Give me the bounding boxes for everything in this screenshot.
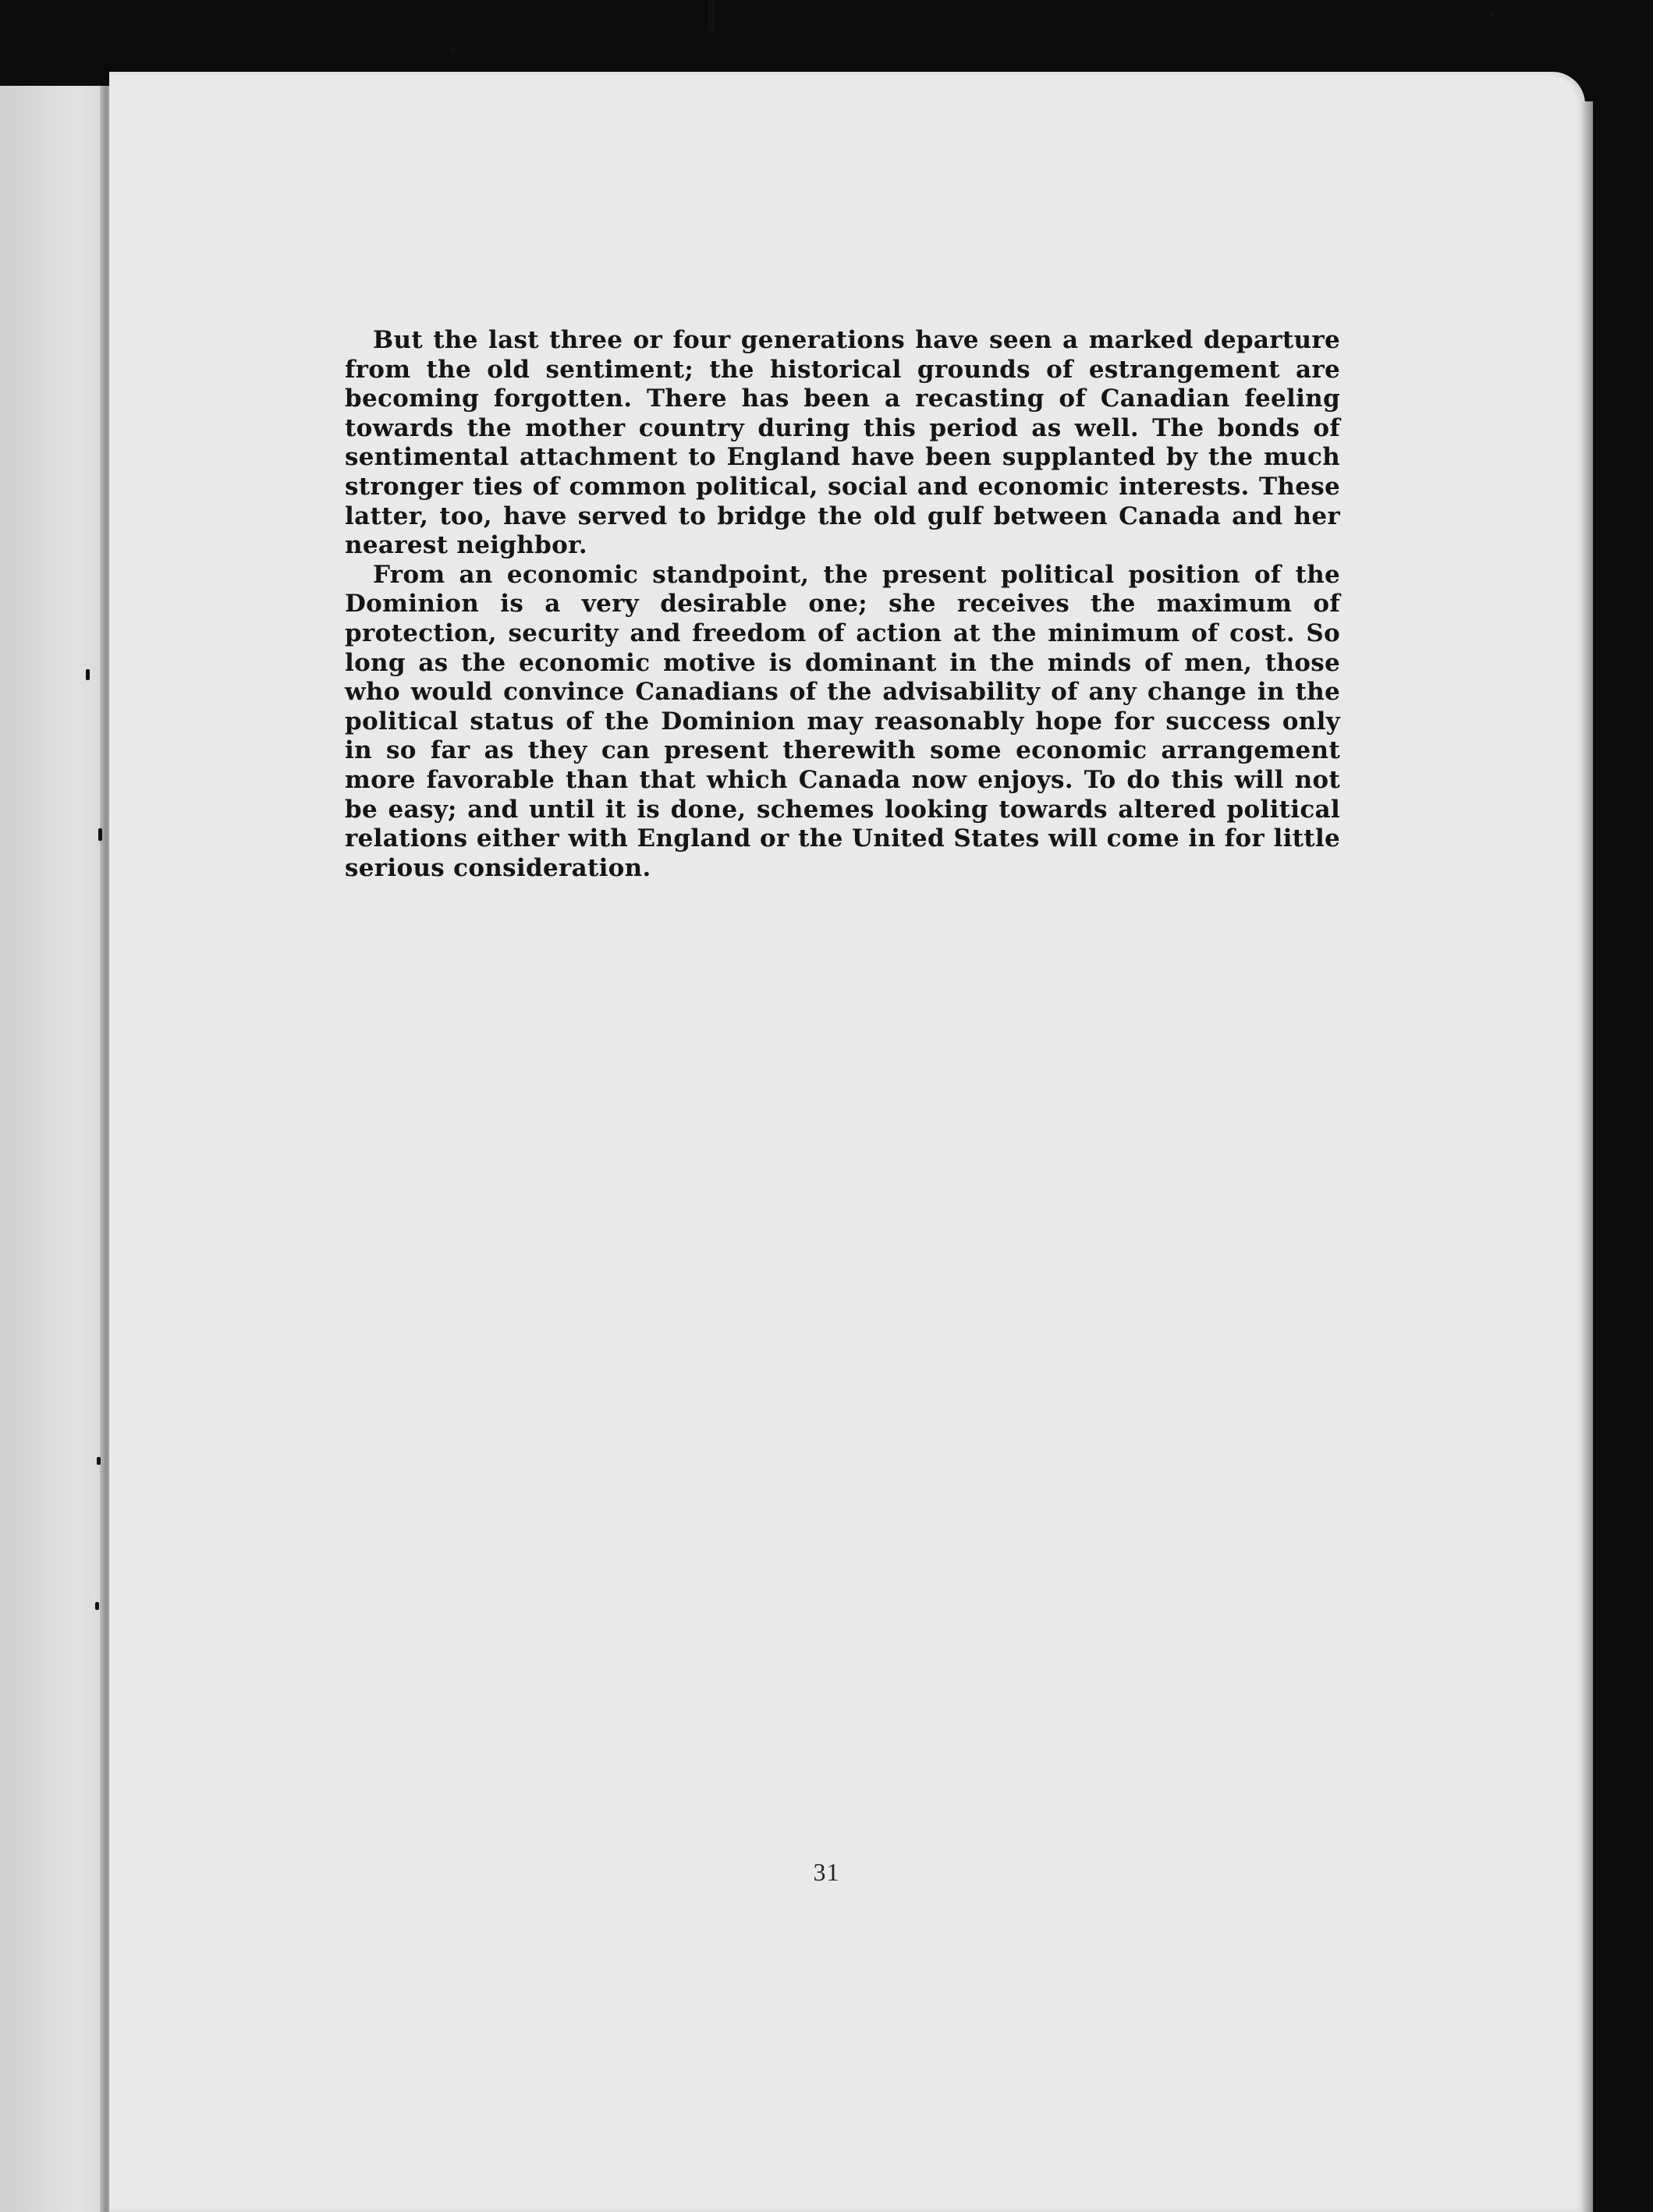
- body-text: [345, 326, 1340, 883]
- page-number: 31: [813, 1858, 840, 1886]
- scan-speck: [97, 1457, 101, 1465]
- scan-speck: [95, 1602, 99, 1610]
- paragraph-2: From an economic standpoint, the present political position of the Dominion is a very desirable one; she receives the maximum of protection, security and freedom of action at the minimum of cost. So long as the economic motive is dominant in the minds of men, those who would convince Canadians of the advisability of any change in the political status of the Dominion may reasonably hope for success only in so far as they can present therewith some economic arrangement more favorable than that which Canada now enjoys. To do this will not be easy; and until it is done, schemes looking towards altered political relations either with England or the United States will come in for little serious consideration.: [345, 560, 1340, 882]
- scan-speck: [451, 48, 456, 53]
- scan-speck: [708, 0, 715, 31]
- scan-speck: [86, 669, 90, 680]
- previous-leaf-edge: [0, 86, 108, 2212]
- paragraph-1: But the last three or four generations have seen a marked departure from the old sentiment; the historical grounds of estrangement are becoming forgotten. There has been a recasting of Canadian feeling towards the mother country during this period as well. The bonds of sentimental attachment to England have been supplanted by the much stronger ties of common political, social and economic interests. These latter, too, have served to bridge the old gulf between Canada and her nearest neighbor.: [345, 326, 1340, 560]
- scan-speck: [98, 828, 102, 841]
- scan-speck: [1490, 11, 1494, 17]
- page-right-edge: [1582, 101, 1593, 2212]
